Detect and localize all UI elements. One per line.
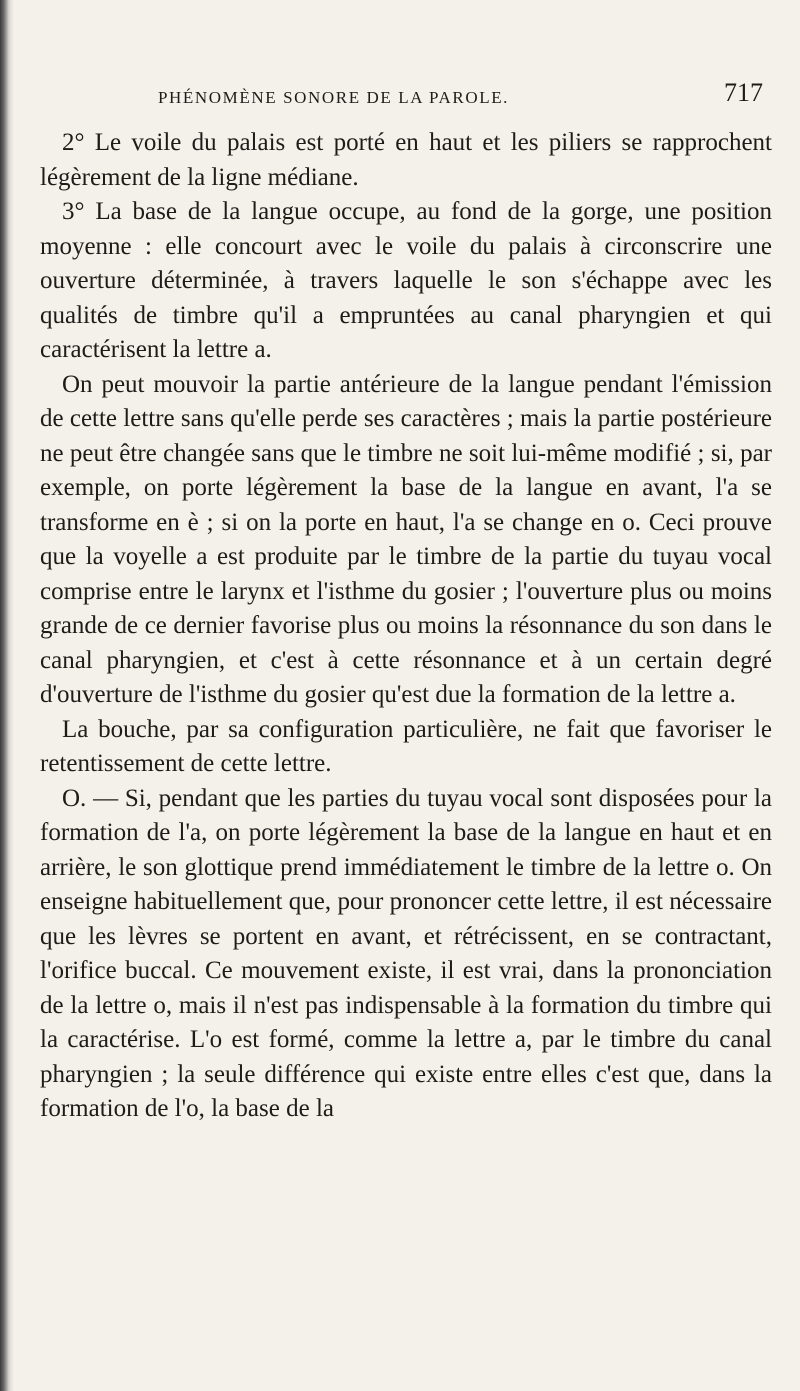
book-page [40, 0, 780, 1391]
page-number: 717 [724, 78, 763, 107]
page-header [40, 78, 780, 126]
paragraph-1: 2° Le voile du palais est porté en haut et les piliers se rapprochent légèrement de la ligne médiane. [40, 129, 772, 191]
paragraph-2: 3° La base de la langue occupe, au fond de la gorge, une position moyenne : elle concourt avec le voile du palais à circonscrire une ouverture déterminée, à travers laquelle le son s'échappe avec les qualités de timbre qu'il a empruntées au canal pharyngien et qui caractérisent la lettre a. [40, 198, 772, 363]
body-text [40, 126, 772, 1127]
running-title: PHÉNOMÈNE SONORE DE LA PAROLE. [158, 88, 510, 107]
book-spine-shadow [0, 0, 14, 1391]
paragraph-3: On peut mouvoir la partie antérieure de la langue pendant l'émission de cette lettre sans qu'elle perde ses caractères ; mais la partie postérieure ne peut être changée sans que le timbre ne soit lui-même modifié ; si, par exemple, on porte légèrement la base de la langue en avant, l'a se transforme en è ; si on la porte en haut, l'a se change en o. Ceci prouve que la voyelle a est produite par le timbre de la partie du tuyau vocal comprise entre le larynx et l'isthme du gosier ; l'ouverture plus ou moins grande de ce dernier favorise plus ou moins la résonnance du son dans le canal pharyngien, et c'est à cette résonnance et à un certain degré d'ouverture de l'isthme du gosier qu'est due la formation de la lettre a. [40, 370, 772, 708]
paragraph-5: O. — Si, pendant que les parties du tuyau vocal sont disposées pour la formation de l'a, on porte légèrement la base de la langue en haut et en arrière, le son glottique prend immédiatement le timbre de la lettre o. On enseigne habituellement que, pour prononcer cette lettre, il est nécessaire que les lèvres se portent en avant, et rétrécissent, en se contractant, l'orifice buccal. Ce mouvement existe, il est vrai, dans la prononciation de la lettre o, mais il n'est pas indispensable à la formation du timbre qui la caractérise. L'o est formé, comme la lettre a, par le timbre du canal pharyngien ; la seule différence qui existe entre elles c'est que, dans la formation de l'o, la base de la [40, 784, 772, 1122]
paragraph-4: La bouche, par sa configuration particulière, ne fait que favoriser le retentissement de cette lettre. [40, 715, 772, 777]
